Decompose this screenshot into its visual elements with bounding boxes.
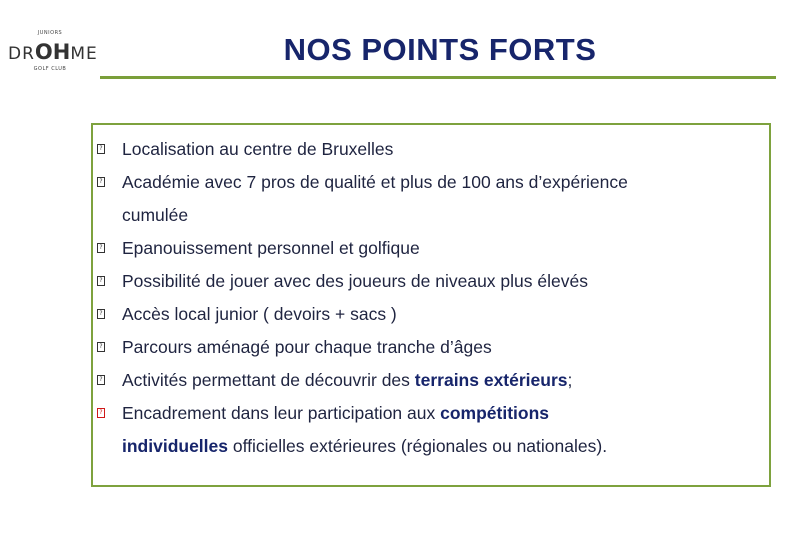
logo-part-b: OH [34, 40, 71, 64]
list-item [93, 298, 769, 331]
logo-top-text: JUNIORS [37, 30, 63, 36]
list-item [93, 133, 769, 166]
logo-main-text [8, 40, 98, 64]
bullet-icon: ? [97, 144, 105, 154]
item-text: Académie avec 7 pros de qualité et plus de 100 ans d’expérience [122, 172, 628, 192]
strengths-panel [91, 123, 771, 487]
list-item [93, 232, 769, 265]
bullet-icon: ? [97, 342, 105, 352]
title-underline [100, 76, 776, 79]
bullet-icon: ? [97, 309, 105, 319]
bullet-icon: ? [97, 276, 105, 286]
list-item [93, 397, 769, 463]
item-text: Encadrement dans leur participation aux [122, 403, 441, 423]
logo-part-c: ME [70, 44, 98, 64]
item-text: Accès local junior ( devoirs + sacs ) [122, 304, 397, 324]
strengths-list [93, 133, 769, 463]
item-text-end: ; [567, 370, 573, 390]
club-logo [8, 28, 98, 76]
item-emphasis-continued: individuelles [122, 436, 228, 456]
page-title: NOS POINTS FORTS [283, 32, 597, 67]
list-item [93, 166, 769, 232]
list-item [93, 331, 769, 364]
bullet-icon: ? [97, 243, 105, 253]
item-text-end: officielles extérieures (régionales ou nationales). [228, 436, 608, 456]
list-item [93, 364, 769, 397]
item-emphasis: compétitions [440, 403, 550, 423]
bullet-icon: ? [97, 408, 105, 418]
item-emphasis: terrains extérieurs [414, 370, 568, 390]
item-text: Parcours aménagé pour chaque tranche d’âges [122, 337, 492, 357]
logo-part-a: DR [8, 44, 35, 64]
bullet-icon: ? [97, 177, 105, 187]
logo-bottom-text: GOLF CLUB [33, 66, 67, 72]
list-item [93, 265, 769, 298]
item-text: Localisation au centre de Bruxelles [122, 139, 394, 159]
item-text: Epanouissement personnel et golfique [122, 238, 420, 258]
item-text: Possibilité de jouer avec des joueurs de niveaux plus élevés [122, 271, 588, 291]
bullet-icon: ? [97, 375, 105, 385]
item-text-continued: cumulée [122, 205, 189, 225]
item-text: Activités permettant de découvrir des [122, 370, 415, 390]
